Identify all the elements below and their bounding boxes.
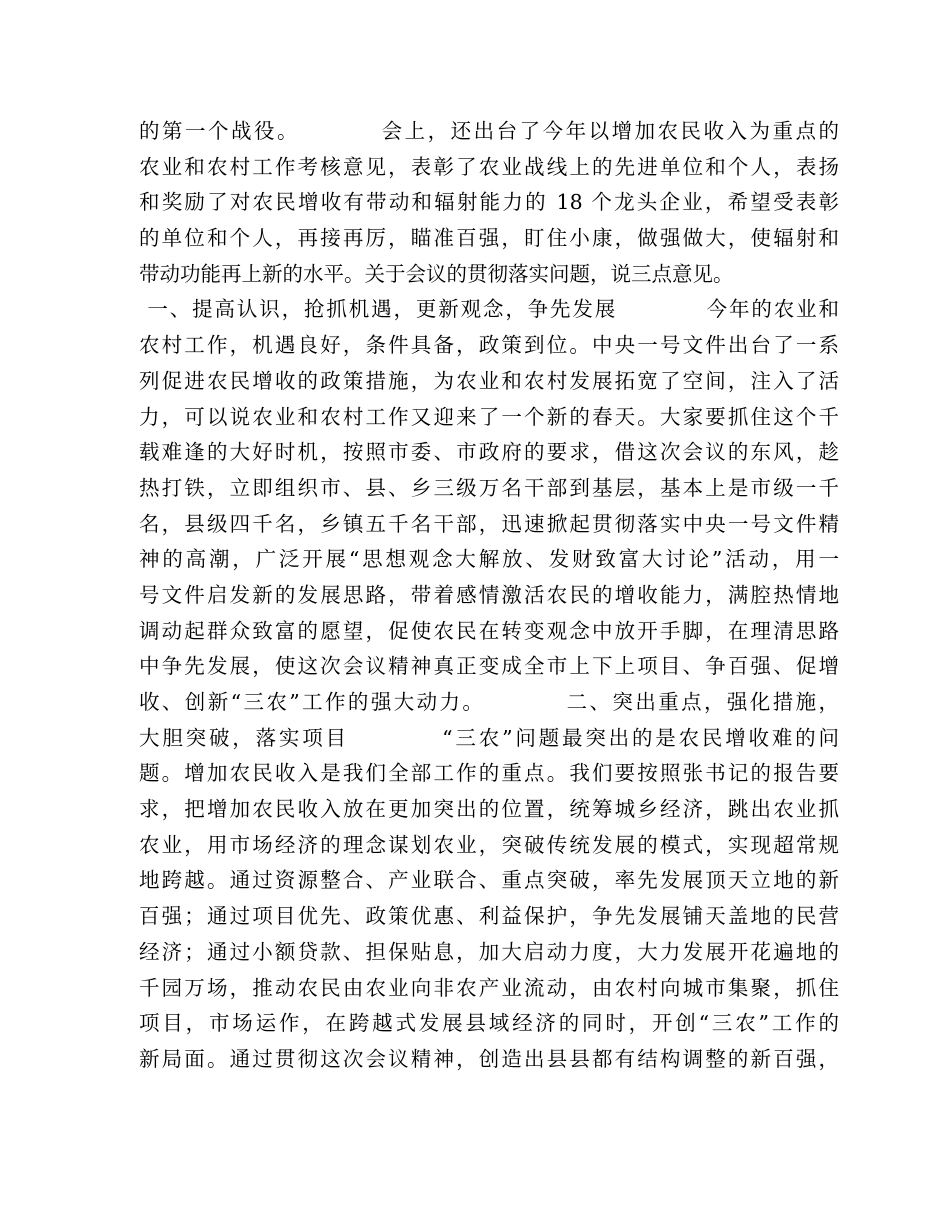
text-line: 收、创新“三农”工作的强大动力。 二、突出重点，强化措施， xyxy=(139,690,839,714)
text-line: 农业和农村工作考核意见，表彰了农业战线上的先进单位和个人，表扬 xyxy=(139,154,839,179)
text-line: 和奖励了对农民增收有带动和辐射能力的 18 个龙头企业，希望受表彰 xyxy=(139,190,839,215)
text-line: 题。增加农民收入是我们全部工作的重点。我们要按照张书记的报告要 xyxy=(139,761,839,786)
text-line: 地跨越。通过资源整合、产业联合、重点突破，率先发展顶天立地的新 xyxy=(139,868,839,893)
text-line: 经济；通过小额贷款、担保贴息，加大启动力度，大力发展开花遍地的 xyxy=(139,939,839,964)
text-line: 项目，市场运作，在跨越式发展县域经济的同时，开创“三农”工作的 xyxy=(139,1011,839,1036)
text-line: 带动功能再上新的水平。关于会议的贯彻落实问题，说三点意见。 xyxy=(139,261,734,286)
text-line: 的单位和个人，再接再厉，瞄准百强，盯住小康，做强做大，使辐射和 xyxy=(139,226,839,251)
text-line: 中争先发展，使这次会议精神真正变成全市上下上项目、争百强、促增 xyxy=(139,654,839,679)
text-line: 千园万场，推动农民由农业向非农产业流动，由农村向城市集聚，抓住 xyxy=(139,975,839,1000)
body-text xyxy=(139,114,839,1078)
text-line: 的第一个战役。 会上，还出台了今年以增加农民收入为重点的 xyxy=(139,119,839,143)
text-line: 神的高潮，广泛开展“思想观念大解放、发财致富大讨论”活动，用一 xyxy=(139,547,839,572)
text-line: 一、提高认识，抢抓机遇，更新观念，争先发展 今年的农业和 xyxy=(139,297,839,322)
text-line: 名，县级四千名，乡镇五千名干部，迅速掀起贯彻落实中央一号文件精 xyxy=(139,511,839,536)
text-line: 调动起群众致富的愿望，促使农民在转变观念中放开手脚，在理清思路 xyxy=(139,618,839,643)
text-line: 力，可以说农业和农村工作又迎来了一个新的春天。大家要抓住这个千 xyxy=(139,404,839,429)
text-line: 求，把增加农民收入放在更加突出的位置，统筹城乡经济，跳出农业抓 xyxy=(139,797,839,822)
text-line: 载难逢的大好时机，按照市委、市政府的要求，借这次会议的东风，趁 xyxy=(139,440,839,465)
text-line: 新局面。通过贯彻这次会议精神，创造出县县都有结构调整的新百强， xyxy=(139,1046,839,1071)
text-line: 热打铁，立即组织市、县、乡三级万名干部到基层，基本上是市级一千 xyxy=(139,475,839,500)
text-line: 大胆突破，落实项目 “三农”问题最突出的是农民增收难的问 xyxy=(139,725,839,750)
text-line: 列促进农民增收的政策措施，为农业和农村发展拓宽了空间，注入了活 xyxy=(139,368,839,393)
text-line: 农业，用市场经济的理念谋划农业，突破传统发展的模式，实现超常规 xyxy=(139,832,839,857)
text-line: 号文件启发新的发展思路，带着感情激活农民的增收能力，满腔热情地 xyxy=(139,582,839,607)
text-line: 百强；通过项目优先、政策优惠、利益保护，争先发展铺天盖地的民营 xyxy=(139,904,839,929)
text-line: 农村工作，机遇良好，条件具备，政策到位。中央一号文件出台了一系 xyxy=(139,333,839,358)
